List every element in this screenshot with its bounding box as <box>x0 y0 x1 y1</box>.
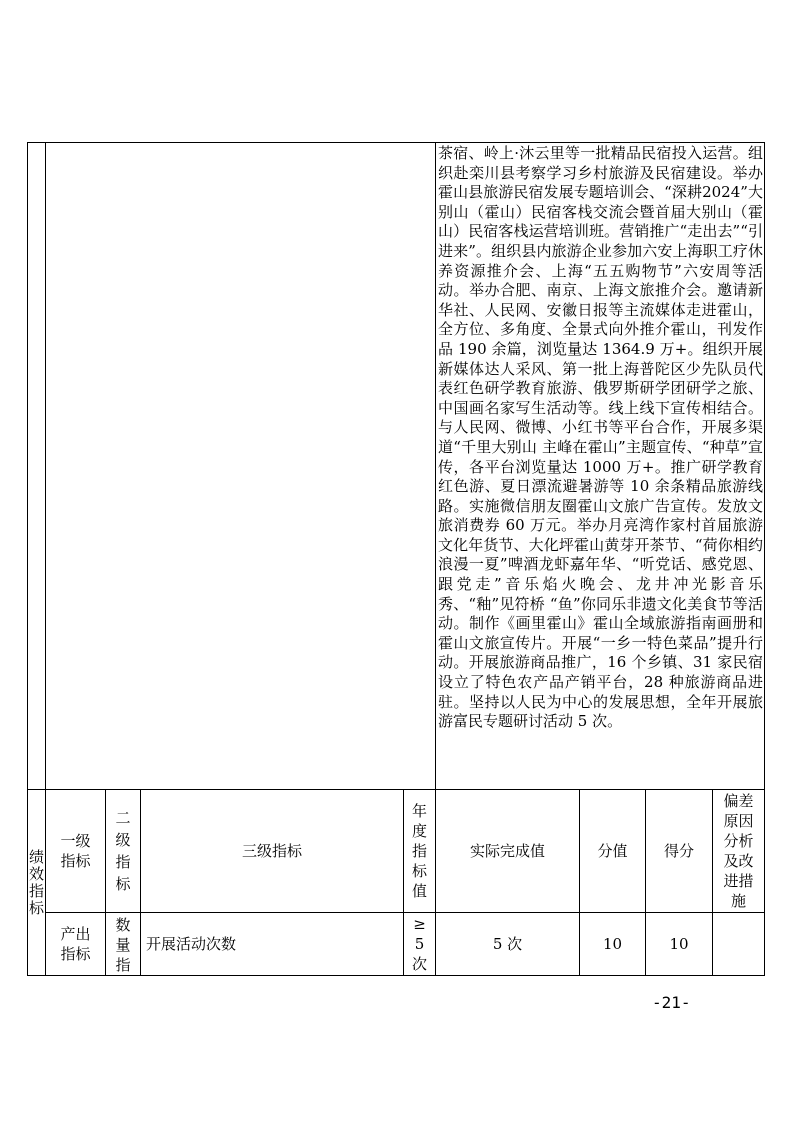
header-level3: 三级指标 <box>241 841 302 860</box>
header-score-value: 分值 <box>597 841 628 860</box>
narrative-paragraph: 茶宿、岭上·沐云里等一批精品民宿投入运营。组织赴栾川县考察学习乡村旅游及民宿建设。举办霍山县旅游民宿发展专题培训会、“深耕2024”大别山（霍山）民宿客栈交流会暨首届大别山（霍山）民宿客栈运营培训班。营销推广“走出去”“引进来”。组织县内旅游企业参加六安上海职工疗休养资源推介会、上海“五五购物节”六安周等活动。举办合肥、南京、上海文旅推介会。邀请新华社、人民网、安徽日报等主流媒体走进霍山，全方位、多角度、全景式向外推介霍山，刊发作品 190 余篇，浏览量达 1364.9 万+。组织开展新媒体达人采风、第一批上海普陀区少先队员代表红色研学教育旅游、俄罗斯研学团研学之旅、中国画名家写生活动等。线上线下宣传相结合。与人民网、微博、小红书等平台合作，开展多渠道“千里大别山 主峰在霍山”主题宣传、“种草”宣传，各平台浏览量达 1000 万+。推广研学教育红色游、夏日漂流避暑游等 10 余条精品旅游线路。实施微信朋友圈霍山文旅广告宣传。发放文旅消费券 60 万元。举办月亮湾作家村首届旅游文化年货节、大化坪霍山黄芽开茶节、“荷你相约 浪漫一夏”啤酒龙虾嘉年华、“听党话、感党恩、跟党走”音乐焰火晚会、龙井冲光影音乐秀、“釉”见符桥 “鱼”你同乐非遗文化美食节等活动。制作《画里霍山》霍山全域旅游指南画册和霍山文旅宣传片。开展“一乡一特色菜品”提升行动。开展旅游商品推广，16 个乡镇、31 家民宿设立了特色农产品产销平台，28 种旅游商品进驻。坚持以人民为中心的发展思想，全年开展旅游富民专题研讨活动 5 次。 <box>438 144 763 731</box>
page-number: -21- <box>652 993 691 1012</box>
row-level3: 开展活动次数 <box>146 934 237 953</box>
header-level2: 二级指标 <box>115 809 131 893</box>
row-actual: 5 次 <box>492 934 523 953</box>
row-level2: 数量指 <box>115 916 131 974</box>
section-label: 绩效指标 <box>29 847 45 917</box>
header-deviation: 偏差原因分析及改进措施 <box>723 792 754 910</box>
header-annual-target: 年度指标值 <box>411 802 427 900</box>
rule <box>435 142 436 789</box>
row-level1: 产出指标 <box>60 925 91 963</box>
row-deviation <box>713 913 764 975</box>
narrative-text <box>438 144 763 732</box>
row-score-value: 10 <box>602 934 623 953</box>
header-score: 得分 <box>663 841 694 860</box>
row-score: 10 <box>669 934 689 953</box>
rule <box>27 142 765 143</box>
header-actual: 实际完成值 <box>469 841 545 860</box>
rule <box>764 142 765 976</box>
header-level1: 一级指标 <box>60 832 91 870</box>
row-annual-target: ≥5次 <box>411 915 427 973</box>
